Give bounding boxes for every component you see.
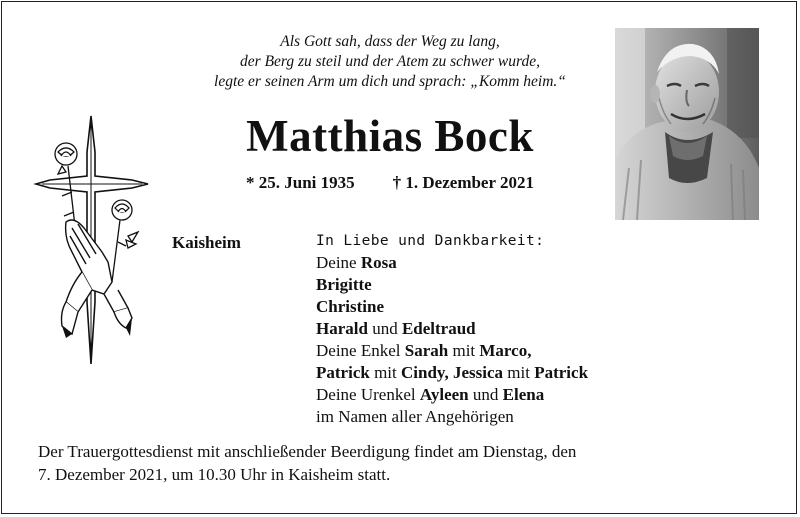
mourner-connector: und	[367, 319, 402, 338]
mourner-prefix: Deine Enkel	[316, 341, 405, 360]
mourner-name: Patrick	[316, 363, 370, 382]
portrait-photo	[615, 28, 759, 220]
mourner-name: Brigitte	[316, 275, 372, 294]
poem	[180, 32, 600, 92]
mourner-name: Rosa	[360, 253, 397, 272]
mourner-line: im Namen aller Angehörigen	[316, 407, 514, 426]
service-line: Der Trauergottesdienst mit anschließender Beerdigung findet am Dienstag, den	[38, 442, 577, 461]
poem-line: der Berg zu steil und der Atem zu schwer wurde,	[240, 53, 540, 70]
mourner-line	[316, 296, 588, 318]
poem-line: Als Gott sah, dass der Weg zu lang,	[280, 33, 500, 50]
mourner-prefix: Deine Urenkel	[316, 385, 420, 404]
mourner-name: Edeltraud	[401, 319, 476, 338]
cross-with-roses-and-praying-hands-icon	[32, 112, 154, 370]
mourner-line	[316, 252, 588, 274]
mourner-name: Elena	[502, 385, 545, 404]
place-name: Kaisheim	[172, 233, 241, 252]
mourner-connector: und	[468, 385, 503, 404]
poem-line: legte er seinen Arm um dich und sprach: „Komm heim.“	[214, 73, 566, 90]
mourner-prefix: Deine	[316, 253, 361, 272]
mourner-name: Cindy, Jessica	[401, 363, 504, 382]
mourner-line	[316, 340, 588, 362]
mourner-name: Harald	[316, 319, 368, 338]
mourner-line	[316, 362, 588, 384]
service-line: 7. Dezember 2021, um 10.30 Uhr in Kaisheim statt.	[38, 465, 391, 484]
mourner-line	[316, 318, 588, 340]
mourner-name: Christine	[316, 297, 384, 316]
service-info	[38, 440, 768, 486]
death-date: † 1. Dezember 2021	[392, 173, 534, 192]
mourner-name: Ayleen	[419, 385, 469, 404]
mourner-connector: mit	[448, 341, 480, 360]
life-dates	[180, 172, 600, 194]
deceased-name: Matthias Bock	[246, 111, 534, 161]
mourner-name: Patrick	[534, 363, 589, 382]
mourner-name: Sarah	[404, 341, 449, 360]
mourner-connector: mit	[503, 363, 535, 382]
mourner-connector: mit	[369, 363, 401, 382]
mourners-intro: In Liebe und Dankbarkeit:	[316, 233, 545, 249]
mourners-list	[316, 230, 588, 428]
mourner-line	[316, 274, 588, 296]
birth-date: * 25. Juni 1935	[246, 173, 355, 192]
mourner-line	[316, 384, 588, 406]
mourner-name: Marco,	[479, 341, 532, 360]
